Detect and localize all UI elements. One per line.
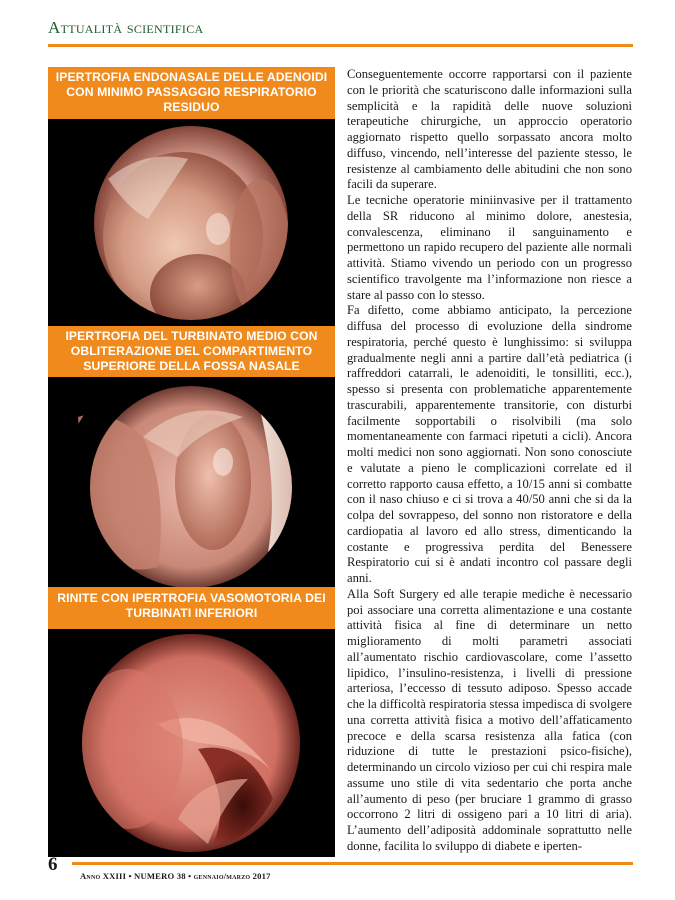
figure-middle-turbinate-hypertrophy — [48, 326, 335, 587]
paragraph: Le tecniche operatorie miniinvasive per il trattamento della SR riducono al minimo dolore, anestesia, convalescenza, eliminano il sanguinamento e permettono un rapido recupero del paziente alle normali attività. Stiamo vivendo un periodo con un progresso scientifico travolgente ma l’informazione non riesce a stare al passo con lo stesso. — [347, 193, 632, 302]
issue-info: Anno XXIII • NUMERO 38 • gennaio/marzo 2017 — [80, 871, 271, 881]
section-title: Attualità scientifica — [48, 18, 204, 37]
paragraph: Fa difetto, come abbiamo anticipato, la percezione diffusa del processo di evoluzione della sindrome respiratoria, perché questo è lunghissimo: si sviluppa gradualmente negli anni a partire dall’età pediatrica (i raffreddori catarrali, le adenoiditi, le tonsilliti, ecc.), spesso si presenta con problematiche apparentemente trascurabili, apparentemente transitorie, con disturbi facilmente sopportabili o risolvibili (ma solo momentaneamente con farmaci ripetuti a cicli). Ancora molti medici non sono aggiornati. Non sono conosciute e valutate a pieno le complicazioni correlate ed il corretto rapporto causa effetto, a 10/15 anni si combatte con il naso chiuso e ci si trova a 40/50 anni che si da la colpa del sovrappeso, del sonno non ristoratore e della cardiopatia al lavoro ed allo stress, dimenticando la costante e progressiva perdita del Benessere Respiratorio cui si è andati incontro col passare degli anni. — [347, 303, 632, 585]
page-number: 6 — [48, 854, 58, 875]
footer-divider — [72, 862, 633, 865]
figure-adenoid-hypertrophy — [48, 67, 335, 326]
header-divider — [48, 44, 633, 47]
endoscopic-photo — [48, 119, 335, 326]
figure-vasomotor-rhinitis — [48, 587, 335, 857]
figure-column — [48, 67, 335, 857]
figure-caption: RINITE CON IPERTROFIA VASOMOTORIA DEI TURBINATI INFERIORI — [48, 587, 335, 629]
figure-caption: IPERTROFIA ENDONASALE DELLE ADENOIDI CON MINIMO PASSAGGIO RESPIRATORIO RESIDUO — [48, 67, 335, 119]
paragraph: Alla Soft Surgery ed alle terapie mediche è necessario poi associare una corretta alimentazione e una costante attività fisica al fine di determinare un netto miglioramento di molti parametri associati all’aumentato rischio cardiovascolare, come l’assetto lipidico, l’insulino-resistenza, i livelli di pressione arteriosa, l’eccesso di tessuto adiposo. Spesso accade che la difficoltà respiratoria stessa impedisca di svolgere una corretta attività fisica a motivo dell’affaticamento precoce e della scarsa resistenza alla fatica (con riduzione di tutte le prestazioni psico-fisiche), determinando un circolo vizioso per cui chi respira male assume uno stile di vita sedentario che porta anche all’aumento di peso (per bruciare 1 grammo di grasso occorrono 2 litri di ossigeno pari a 10 litri di aria). L’aumento dell’adiposità addominale soprattutto nelle donne, facilita lo sviluppo di diabete e iperten- — [347, 586, 632, 853]
endoscopic-photo — [48, 377, 335, 587]
figure-caption: IPERTROFIA DEL TURBINATO MEDIO CON OBLITERAZIONE DEL COMPARTIMENTO SUPERIORE DELLA FOSSA NASALE — [48, 326, 335, 377]
paragraph: Conseguentemente occorre rapportarsi con il paziente con le priorità che scaturiscono dalle informazioni sulla semplicità e la rapidità delle nuove soluzioni terapeutiche chirurgiche, un approccio operatorio aggiornato rispetto quello sorpassato ancora molto diffuso, vincendo, nell’interesse del paziente stesso, le resistenze al cambiamento delle abitudini che non sono facili da superare. — [347, 67, 632, 192]
endoscopic-photo — [48, 629, 335, 857]
article-body — [347, 67, 632, 855]
page-header — [48, 14, 633, 42]
